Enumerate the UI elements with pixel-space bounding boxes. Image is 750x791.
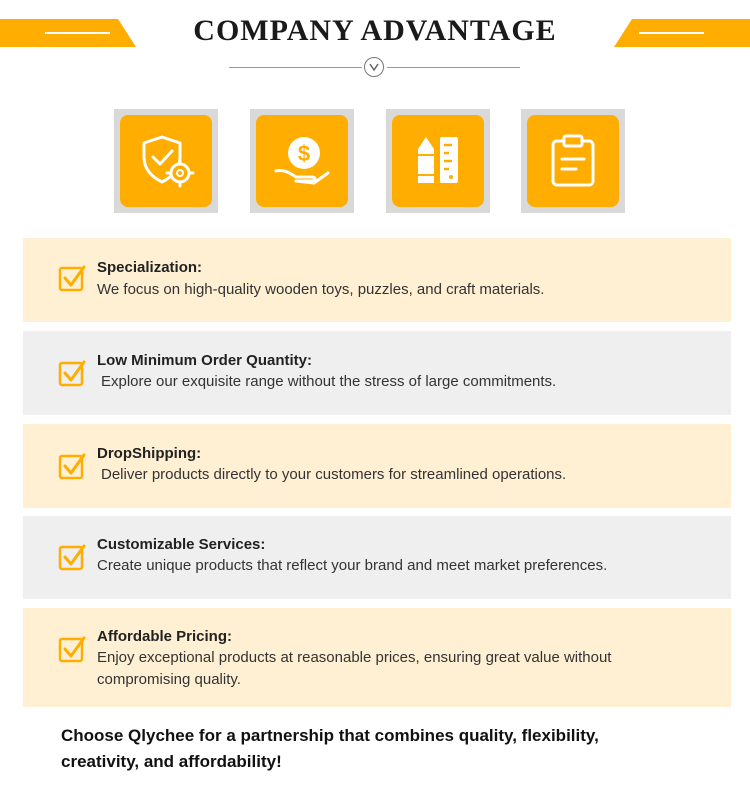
feature-title: Low Minimum Order Quantity: [97, 352, 313, 369]
feature-title: DropShipping: [97, 445, 202, 462]
shield-gear-icon [136, 131, 196, 191]
title-divider-right [387, 67, 520, 68]
clipboard-icon [543, 131, 603, 191]
feature-title: Specialization: [97, 259, 203, 276]
tile-clipboard [521, 109, 625, 213]
checkbox-checked-icon [57, 451, 87, 481]
feature-title: Customizable Services: [97, 536, 266, 553]
feature-row [23, 424, 731, 508]
feature-desc: Enjoy exceptional products at reasonable prices, ensuring great value without compromising quality. [97, 649, 612, 688]
closing-statement: Choose Qlychee for a partnership that combines quality, flexibility, creativity, and affordability! [61, 726, 599, 771]
chevron-down-icon [364, 57, 384, 77]
feature-row [23, 331, 731, 415]
feature-desc: Create unique products that reflect your brand and meet market preferences. [97, 557, 608, 574]
feature-row [23, 608, 731, 707]
checkbox-checked-icon [57, 634, 87, 664]
tile-shield [114, 109, 218, 213]
page-title: COMPANY ADVANTAGE [193, 14, 557, 47]
feature-desc: We focus on high-quality wooden toys, puzzles, and craft materials. [97, 281, 545, 298]
feature-row [23, 516, 731, 599]
feature-desc: Explore our exquisite range without the stress of large commitments. [101, 373, 557, 390]
feature-desc: Deliver products directly to your customers for streamlined operations. [101, 466, 567, 483]
tile-pencil-ruler [386, 109, 490, 213]
tile-dollar [250, 109, 354, 213]
checkbox-checked-icon [57, 358, 87, 388]
dollar-hand-icon [272, 131, 332, 191]
feature-row [23, 238, 731, 322]
checkbox-checked-icon [57, 263, 87, 293]
title-divider-left [229, 67, 362, 68]
svg-text:$: $ [297, 141, 311, 166]
checkbox-checked-icon [57, 542, 87, 572]
feature-title: Affordable Pricing: [97, 628, 233, 645]
pencil-ruler-icon [408, 131, 468, 191]
